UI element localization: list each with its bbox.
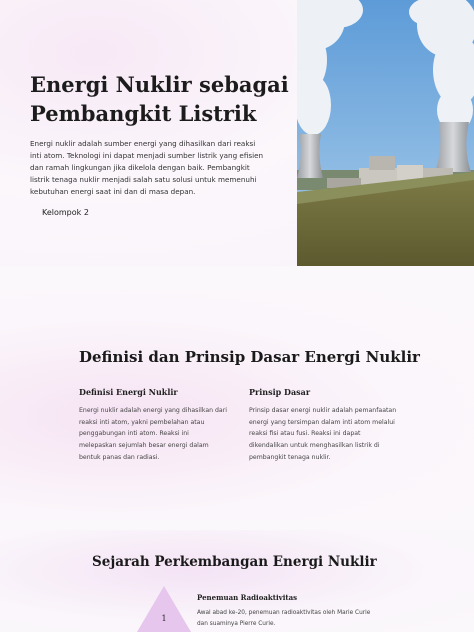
nuclear-plant-photo [297, 0, 474, 266]
intro-paragraph: Energi nuklir adalah sumber energi yang dihasilkan dari reaksi inti atom. Teknologi ini dapat menjadi sumber listrik yang efisien dan ramah lingkungan jika dikelola dengan baik. Pembangkit listrik tenaga nuklir menjadi salah satu solusi untuk memenuhi kebutuhan energi saat ini dan di masa depan. [30, 139, 264, 196]
definition-slide [0, 290, 474, 520]
history-slide [0, 530, 474, 632]
group-label: Kelompok 2 [42, 208, 89, 217]
slide-gap [0, 266, 474, 290]
definition-heading: Definisi Energi Nuklir [79, 387, 178, 397]
history-slide-title: Sejarah Perkembangan Energi Nuklir [92, 554, 377, 570]
definition-text: Energi nuklir adalah energi yang dihasilkan dari reaksi inti atom, yakni pembelahan atau penggabungan inti atom. Reaksi ini melepaskan sejumlah besar energi dalam bentuk panas dan radiasi. [79, 407, 227, 461]
step-number: 1 [161, 614, 167, 623]
definition-slide-title: Definisi dan Prinsip Dasar Energi Nuklir [79, 348, 420, 366]
title-slide [0, 0, 474, 266]
slide-title: Energi Nuklir sebagai Pembangkit Listrik [30, 72, 289, 126]
event-heading: Penemuan Radioaktivitas [197, 593, 298, 602]
principle-text: Prinsip dasar energi nuklir adalah pemanfaatan energi yang tersimpan dalam inti atom melalui reaksi fisi atau fusi. Reaksi ini dapat dikendalikan untuk menghasilkan listrik di pembangkit tenaga nuklir. [249, 407, 397, 461]
step-triangle-icon [137, 586, 191, 632]
event-text: Awal abad ke-20, penemuan radioaktivitas oleh Marie Curie dan suaminya Pierre Curie. [197, 610, 371, 627]
principle-heading: Prinsip Dasar [249, 387, 311, 397]
